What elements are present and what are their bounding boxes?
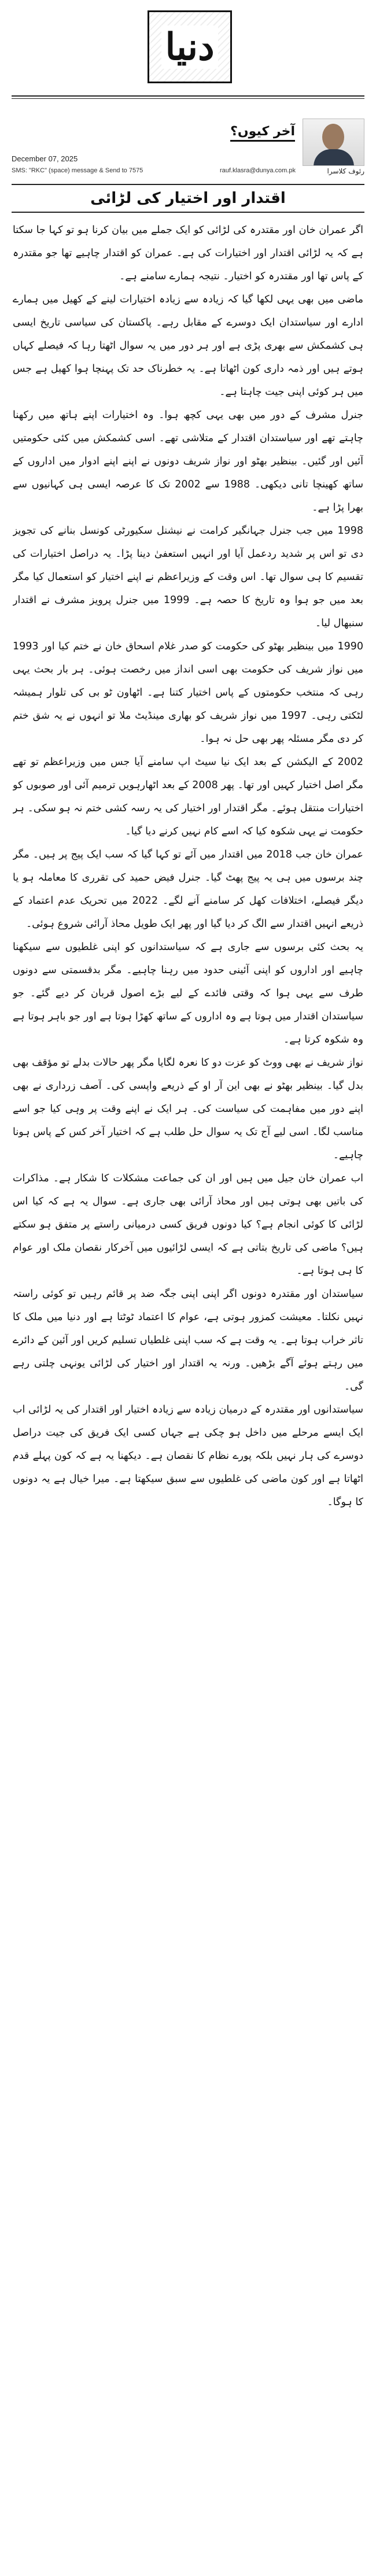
sms-line: SMS: "RKC" (space) message & Send to 7575 <box>12 167 143 174</box>
article-paragraph: نواز شریف نے بھی ووٹ کو عزت دو کا نعرہ لگایا مگر پھر حالات بدلے تو مؤقف بھی بدل گیا۔ بینظیر بھٹو نے بھی این آر او کے ذریعے واپسی کی۔ آصف زرداری نے بھی اپنے دور میں مفاہمت کی سیاست کی۔ ہر ایک نے اپنے وقت پر وہی کیا جو اسے مناسب لگا۔ اسی لیے آج تک یہ سوال حل طلب ہے کہ اختیار آخر کس کے پاس ہونا چاہیے۔ <box>13 1057 363 1161</box>
article-body <box>13 219 363 2555</box>
article-paragraph: یہ بحث کئی برسوں سے جاری ہے کہ سیاستدانوں کو اپنی غلطیوں سے سیکھنا چاہیے اور اداروں کو اپنی آئینی حدود میں رہنا چاہیے۔ مگر بدقسمتی سے دونوں طرف سے یہی ہوا کہ وقتی فائدے کے لیے بڑے اصول قربان کر دیے گئے۔ جو سیاستدان اقتدار میں ہوتا ہے وہ اداروں کے ساتھ کھڑا ہوتا ہے اور جو باہر ہوتا ہے وہ شکوہ کرتا ہے۔ <box>13 941 363 1045</box>
article-paragraph: اگر عمران خان اور مقتدرہ کی لڑائی کو ایک جملے میں بیان کرنا ہو تو کہا جا سکتا ہے کہ یہ لڑائی اقتدار اور اختیارات کی ہے۔ عمران کو اقتدار چاہیے تھا جو مقتدرہ کے پاس تھا اور مقتدرہ کو اختیار۔ نتیجہ ہمارے سامنے ہے۔ <box>13 224 363 282</box>
logo-text: دنیا <box>161 25 218 69</box>
article-paragraph: اب عمران خان جیل میں ہیں اور ان کی جماعت مشکلات کا شکار ہے۔ مذاکرات کی باتیں بھی ہوتی ہیں اور محاذ آرائی بھی جاری ہے۔ سوال یہ ہے کہ کیا اس لڑائی کا کوئی انجام ہے؟ کیا دونوں فریق کسی درمیانی راستے پر متفق ہو سکتے ہیں؟ ماضی کی تاریخ بتاتی ہے کہ ایسی لڑائیوں میں آخرکار نقصان ملک اور عوام کا ہی ہوتا ہے۔ <box>13 1173 363 1277</box>
article-paragraph: 2002 کے الیکشن کے بعد ایک نیا سیٹ اپ سامنے آیا جس میں وزیراعظم تو تھے مگر اصل اختیار کہیں اور تھا۔ پھر 2008 کے بعد اٹھارہویں ترمیم آئی اور صوبوں کو اختیارات منتقل ہوئے۔ مگر اقتدار اور اختیار کی یہ رسہ کشی ختم نہ ہو سکی۔ ہر حکومت نے یہی شکوہ کیا کہ اسے کام نہیں کرنے دیا گیا۔ <box>13 756 363 837</box>
article-paragraph: ماضی میں بھی یہی لکھا گیا کہ زیادہ سے زیادہ اختیارات لینے کے کھیل میں ہمارے ادارے اور سیاستدان ایک دوسرے کے مقابل رہے۔ پاکستان کی سیاسی تاریخ ایسی ہی کشمکش سے بھری پڑی ہے اور ہر دور میں یہ سوال اٹھتا رہا کہ فیصلے کہاں ہوتے ہیں اور ذمہ داری کون اٹھاتا ہے۔ یہ خطرناک حد تک پہنچا ہوا کھیل ہے جس میں ہر کوئی اپنی جیت چاہتا ہے۔ <box>13 294 363 398</box>
article-headline: اقتدار اور اختیار کی لڑائی <box>12 184 364 213</box>
masthead-divider <box>12 95 364 97</box>
author-name: رئوف کلاسرا <box>327 167 364 175</box>
newspaper-logo[interactable] <box>148 10 232 83</box>
article-paragraph: 1990 میں بینظیر بھٹو کی حکومت کو صدر غلام اسحاق خان نے ختم کیا اور 1993 میں نواز شریف کی حکومت بھی اسی انداز میں رخصت ہوئی۔ ہر بار بحث یہی رہی کہ منتخب حکومتوں کے پاس اختیار کتنا ہے۔ اٹھاون ٹو بی کی تلوار ہمیشہ لٹکتی رہی۔ 1997 میں نواز شریف کو بھاری مینڈیٹ ملا تو انہوں نے یہ شق ختم کر دی مگر مسئلہ پھر بھی حل نہ ہوا۔ <box>13 641 363 745</box>
article-paragraph: جنرل مشرف کے دور میں بھی یہی کچھ ہوا۔ وہ اختیارات اپنے ہاتھ میں رکھنا چاہتے تھے اور سیاستدان اقتدار کے متلاشی تھے۔ اسی کشمکش میں کئی حکومتیں آئیں اور گئیں۔ بینظیر بھٹو اور نواز شریف دونوں نے اپنے اپنے ادوار میں اداروں کے ساتھ کھینچا تانی دیکھی۔ 1988 سے 2002 تک کا عرصہ ایسی ہی کہانیوں سے بھرا پڑا ہے۔ <box>13 409 363 513</box>
masthead-divider-thin <box>12 98 364 99</box>
article-paragraph: 1998 میں جب جنرل جہانگیر کرامت نے نیشنل سکیورٹی کونسل بنانے کی تجویز دی تو اس پر شدید ردعمل آیا اور انہیں استعفیٰ دینا پڑا۔ یہ دراصل اختیارات کی تقسیم کا ہی سوال تھا۔ اس وقت کے وزیراعظم نے اپنے اختیار کو استعمال کیا مگر بعد میں جو ہوا وہ تاریخ کا حصہ ہے۔ 1999 میں جنرل پرویز مشرف نے اقتدار سنبھال لیا۔ <box>13 525 363 629</box>
author-email[interactable]: rauf.klasra@dunya.com.pk <box>220 167 296 174</box>
column-title: آخر کیوں؟ <box>230 124 295 142</box>
article-paragraph: عمران خان جب 2018 میں اقتدار میں آئے تو کہا گیا کہ سب ایک پیج پر ہیں۔ مگر چند برسوں میں ہی یہ پیج پھٹ گیا۔ جنرل فیض حمید کی تقرری کا معاملہ ہو یا دیگر فیصلے، اختلافات کھل کر سامنے آنے لگے۔ 2022 میں تحریک عدم اعتماد کے ذریعے انہیں اقتدار سے الگ کر دیا گیا اور پھر ایک طویل محاذ آرائی شروع ہوئی۔ <box>13 849 363 930</box>
masthead <box>0 0 376 104</box>
article-paragraph: سیاستدانوں اور مقتدرہ کے درمیان زیادہ سے زیادہ اختیار اور اقتدار کی یہ لڑائی اب ایک ایسے مرحلے میں داخل ہو چکی ہے جہاں کسی ایک فریق کی جیت دراصل دوسرے کی ہار نہیں بلکہ پورے نظام کا نقصان ہے۔ دیکھنا یہ ہے کہ کون پہلے قدم اٹھاتا ہے اور کون ماضی کی غلطیوں سے سبق سیکھتا ہے۔ میرا خیال ہے یہ دونوں کا ہوگا۔ <box>13 1404 363 1508</box>
author-photo <box>303 119 364 166</box>
byline-block <box>12 119 364 182</box>
article-paragraph: سیاستدان اور مقتدرہ دونوں اگر اپنی اپنی جگہ ضد پر قائم رہیں تو کوئی راستہ نہیں نکلتا۔ معیشت کمزور ہوتی ہے، عوام کا اعتماد ٹوٹتا ہے اور دنیا میں ملک کا تاثر خراب ہوتا ہے۔ یہ وقت ہے کہ سب اپنی غلطیاں تسلیم کریں اور آئین کے دائرے میں رہتے ہوئے آگے بڑھیں۔ ورنہ یہ اقتدار اور اختیار کی لڑائی یونہی چلتی رہے گی۔ <box>13 1288 363 1392</box>
publish-date: December 07, 2025 <box>12 154 78 163</box>
